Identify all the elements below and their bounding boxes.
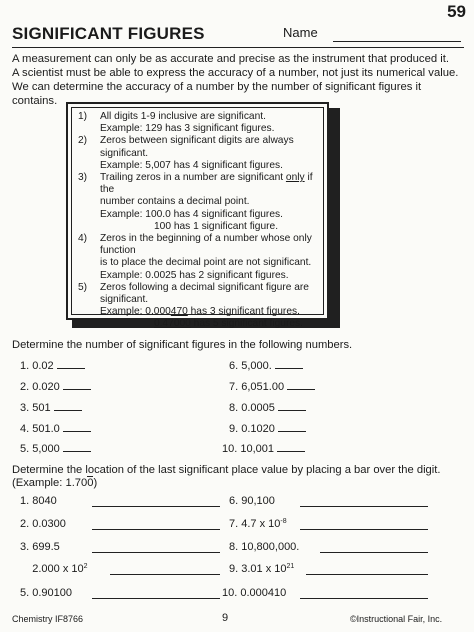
- page-number: 59: [447, 2, 466, 21]
- s1-question-9: 9. 0.1020: [229, 423, 306, 435]
- rule-3-example-2: 100 has 1 significant figure.: [154, 220, 279, 232]
- footer-book-code: Chemistry IF8766: [12, 614, 84, 624]
- rule-1: 1) All digits 1-9 inclusive are significant.: [78, 111, 266, 122]
- rule-4-example: Example: 0.0025 has 2 significant figures.: [100, 269, 289, 281]
- s2-question-1: 1. 8040: [20, 495, 57, 507]
- s1-question-10: 10. 10,001: [222, 443, 305, 455]
- intro-line: contains.: [12, 95, 58, 107]
- s2-question-5: 5. 0.90100: [20, 587, 73, 599]
- answer-blank[interactable]: [278, 409, 306, 411]
- answer-blank[interactable]: [320, 551, 428, 553]
- rule-1-example: Example: 129 has 3 significant figures.: [100, 123, 275, 135]
- rule-3-example: Example: 100.0 has 4 significant figures.: [100, 208, 283, 220]
- answer-blank[interactable]: [300, 528, 428, 530]
- rules-box: [71, 107, 324, 330]
- s2-question-10: 10. 0.000410: [222, 587, 287, 599]
- rule-5-line-2: significant.: [100, 294, 149, 306]
- answer-blank[interactable]: [63, 450, 91, 452]
- answer-blank[interactable]: [110, 573, 220, 575]
- page-title: SIGNIFICANT FIGURES: [12, 24, 205, 43]
- answer-blank[interactable]: [92, 551, 220, 553]
- s2-question-4: 2.000 x $10^2$: [32, 563, 88, 575]
- rule-2: 2) Zeros between significant digits are always significant.: [78, 135, 294, 159]
- answer-blank[interactable]: [287, 388, 315, 390]
- s2-question-8: 8. 10,800,000.: [229, 541, 300, 553]
- s1-question-6: 6. 5,000.: [229, 360, 303, 372]
- answer-blank[interactable]: [278, 430, 306, 432]
- s2-question-9: 9. 3.01 x $10^{21}$: [229, 563, 295, 575]
- rule-2-example: Example: 5,007 has 4 significant figures.: [100, 159, 283, 171]
- answer-blank[interactable]: [306, 573, 428, 575]
- rule-5-example-2: 0.47000 has 5 significant figures.: [154, 318, 303, 330]
- rule-5-example: Example: 0.000470 has 3 significant figures.: [100, 306, 300, 318]
- answer-blank[interactable]: [275, 367, 303, 369]
- s1-question-7: 7. 6,051.00: [229, 381, 315, 393]
- section2-instruction: Determine the location of the last significant place value by placing a bar over the digit.: [12, 464, 441, 476]
- intro-paragraph: [12, 52, 464, 108]
- rule-4-line-2: is to place the decimal point are not significant.: [100, 257, 312, 269]
- s2-question-3: 3. 699.5: [20, 541, 60, 553]
- answer-blank[interactable]: [300, 505, 428, 507]
- s2-question-7: 7. 4.7 x $10^{-8}$: [229, 518, 287, 530]
- answer-blank[interactable]: [92, 505, 220, 507]
- rule-3-line-2: number contains a decimal point.: [100, 196, 250, 208]
- s2-question-2: 2. 0.0300: [20, 518, 66, 530]
- answer-blank[interactable]: [92, 528, 220, 530]
- answer-blank[interactable]: [300, 597, 428, 599]
- title-divider: [12, 47, 464, 48]
- intro-line: A measurement can only be as accurate and precise as the instrument that produced it.: [12, 53, 450, 65]
- answer-blank[interactable]: [63, 430, 91, 432]
- name-label: Name: [283, 25, 318, 40]
- answer-blank[interactable]: [57, 367, 85, 369]
- answer-blank[interactable]: [63, 388, 91, 390]
- section1-instruction: Determine the number of significant figures in the following numbers.: [12, 339, 353, 351]
- s1-question-4: 4. 501.0: [20, 423, 91, 435]
- rule-3: 3) Trailing zeros in a number are significant only if the: [78, 172, 313, 196]
- intro-line: We can determine the accuracy of a number by the number of significant figures it: [12, 81, 422, 93]
- section2-example: (Example: 1.700): [12, 477, 98, 489]
- s1-question-2: 2. 0.020: [20, 381, 91, 393]
- s1-question-8: 8. 0.0005: [229, 402, 306, 414]
- answer-blank[interactable]: [92, 597, 220, 599]
- footer-page-number: 9: [222, 612, 229, 624]
- rule-5: 5) Zeros following a decimal significant figure are: [78, 281, 309, 293]
- answer-blank[interactable]: [277, 450, 305, 452]
- s2-question-6: 6. 90,100: [229, 495, 275, 507]
- footer-publisher: ©Instructional Fair, Inc.: [350, 614, 443, 624]
- intro-line: A scientist must be able to express the accuracy of a number, not just its numerical value.: [12, 67, 459, 79]
- name-field-line[interactable]: [333, 41, 461, 42]
- s1-question-1: 1. 0.02: [20, 360, 85, 372]
- rule-4: 4) Zeros in the beginning of a number whose only function: [78, 233, 312, 257]
- s1-question-5: 5. 5,000: [20, 443, 91, 455]
- answer-blank[interactable]: [54, 409, 82, 411]
- s1-question-3: 3. 501: [20, 402, 82, 414]
